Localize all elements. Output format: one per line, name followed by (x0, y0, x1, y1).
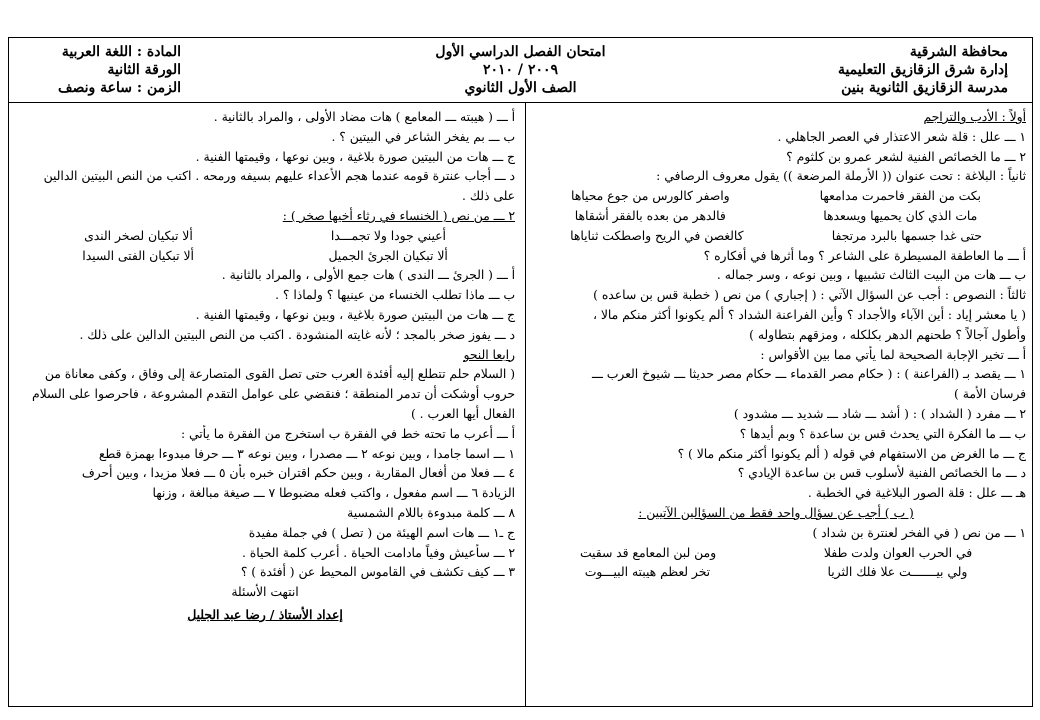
poem-verse (526, 563, 1026, 583)
exam-grade: الصف الأول الثانوي (464, 80, 577, 96)
verse-second-half: كالغصن في الريح واصطكت ثناياها (570, 228, 744, 243)
verse-second-half: واصفر كالورس من جوع محياها (571, 189, 730, 204)
poem-verse (526, 187, 1026, 207)
header-divider (9, 102, 1032, 103)
poem-verse (526, 207, 1026, 227)
paper-label: الورقة الثانية (107, 62, 181, 78)
right-column (526, 108, 1026, 583)
verse-first-half: بكت من الفقر فاحمرت مدامعها (819, 189, 981, 204)
question-line: أ ـــ ( الجرئ ـــ الندى ) هات جمع الأولى ، والمراد بالثانية . (221, 268, 515, 283)
question-line: ب ـــ ما الفكرة التي يحدث قس بن ساعدة ؟ وبم أيدها ؟ (739, 426, 1026, 441)
question-line: ب ـــ بم يفخر الشاعر في البيتين ؟ . (331, 129, 515, 144)
question-line: على ذلك . (462, 189, 515, 204)
end-of-questions: انتهت الأسئلة (231, 585, 299, 600)
administration-label: إدارة شرق الزقازيق التعليمية (837, 62, 1008, 78)
question-line: ب ـــ ماذا تطلب الخنساء من عينيها ؟ ولماذا ؟ . (275, 288, 515, 303)
question-line: ٨ ـــ كلمة مبدوءة باللام الشمسية (347, 505, 515, 520)
verse-second-half: ألا تبكيان لصخر الندى (84, 228, 193, 243)
question-line: د ـــ ما الخصائص الفنية لأسلوب قس بن ساعدة الإيادي ؟ (737, 466, 1026, 481)
question-line: ٣ ـــ كيف تكشف في القاموس المحيط عن ( أفئدة ) ؟ (240, 565, 515, 580)
question-line: ١ ـــ يقصد بـ (الفراعنة ) : ( حكام مصر القدماء ـــ حكام مصر حديثا ـــ شيوخ العرب ـــ (592, 367, 1026, 382)
question-line: فرسان الأمة ) (954, 387, 1026, 402)
question-line: ٢ ـــ سأعيش وفياً مادامت الحياة . أعرب كلمة الحياة . (241, 545, 515, 560)
subject-label: المادة : اللغة العربية (61, 44, 181, 60)
verse-first-half: ولي بيـــــــت علا فلك الثريا (827, 565, 968, 580)
verse-second-half: تخر لعظم هيبته البيـــوت (584, 565, 711, 580)
verse-second-half: ومن لبن المعامع قد سقيت (579, 545, 717, 560)
question-line: أ ـــ ( هيبته ـــ المعامع ) هات مضاد الأولى ، والمراد بالثانية . (213, 110, 515, 124)
question-line: ج ـــ هات من البيتين صورة بلاغية ، وبين نوعها ، وقيمتها الفنية . (195, 149, 515, 164)
header-subject-info (51, 43, 181, 97)
question-line: د ـــ أجاب عنترة قومه عندما هجم الأعداء عليهم بسيفه ورمحه . اكتب من النص البيتين الدالين (43, 169, 515, 184)
question-line: أ ـــ أعرب ما تحته خط في الفقرة ب استخرج من الفقرة ما يأتي : (180, 426, 515, 441)
question-heading-khansa: ٢ ـــ من نص ( الخنساء في رثاء أخيها صخر ) : (282, 208, 515, 223)
quoted-passage: وأطول آجالاً ؟ طحنهم الدهر بكلكله ، ومزقهم بتطاوله ) (749, 327, 1026, 342)
poem-verse (15, 227, 515, 247)
poem-verse (526, 544, 1026, 564)
section-heading-rhetoric: ثانياً : البلاغة : تحت عنوان (( الأرملة المرضعة )) يقول معروف الرصافي : (656, 169, 1026, 184)
verse-second-half: ألا تبكيان الفتى السيدا (82, 248, 194, 263)
question-line: ١ ـــ علل : قلة شعر الاعتذار في العصر الجاهلي . (777, 129, 1026, 144)
left-column (15, 108, 515, 625)
governorate-label: محافظة الشرقية (909, 44, 1008, 60)
question-line: ١ ـــ من نص ( في الفخر لعنترة بن شداد ) (812, 525, 1026, 540)
grammar-passage: الفعال أيها العرب . ) (410, 406, 515, 421)
section-heading-grammar: رابعا النحو (463, 347, 515, 362)
duration-label: الزمن : ساعة ونصف (58, 80, 181, 96)
question-line: أ ـــ تخير الإجابة الصحيحة لما يأتي مما بين الأقواس : (760, 347, 1026, 362)
exam-year: ٢٠٠٩ / ٢٠١٠ (482, 62, 559, 78)
question-line: ١ ـــ اسما جامدا ، وبين نوعه ٢ ـــ مصدرا ، وبين نوعه ٣ ـــ حرفا مبدوءا بهمزة قطع (98, 446, 515, 461)
school-label: مدرسة الزقازيق الثانوية بنين (841, 80, 1008, 96)
exam-sheet (8, 37, 1033, 707)
poem-verse (526, 227, 1026, 247)
poem-verse (15, 247, 515, 267)
verse-first-half: حتى غدا جسمها بالبرد مرتجفا (831, 228, 982, 243)
question-line: د ـــ يفوز صخر بالمجد ؛ لأنه غايته المنشودة . اكتب من النص البيتين الدالين على ذلك . (79, 327, 515, 342)
question-line: ٢ ـــ ما الخصائص الفنية لشعر عمرو بن كلثوم ؟ (786, 149, 1026, 164)
question-line: الزيادة ٦ ـــ اسم مفعول ، واكتب فعله مضبوطا ٧ ـــ صيغة مبالغة ، وزنها (152, 486, 515, 501)
verse-first-half: أعيني جودا ولا تجمـــدا (330, 228, 446, 243)
question-line: ج ـــ هات من البيتين صورة بلاغية ، وبين نوعها ، وقيمتها الفنية . (195, 307, 515, 322)
section-heading-texts: ثالثاً : النصوص : أجب عن السؤال الآتي : ( إجباري ) من نص ( خطبة قس بن ساعده ) (593, 288, 1026, 303)
question-line: هـ ـــ علل : قلة الصور البلاغية في الخطبة . (807, 486, 1026, 501)
section-heading-literature: أولاً : الأدب والتراجم (923, 110, 1026, 124)
verse-first-half: في الحرب العوان ولدت طفلا (823, 545, 973, 560)
question-line: ج ـ١ ـــ هات اسم الهيئة من ( تصل ) في جملة مفيدة (248, 525, 515, 540)
verse-first-half: ألا تبكيان الجرئ الجميل (328, 248, 448, 263)
question-line: ج ـــ ما الغرض من الاستفهام في قوله ( ألم يكونوا أكثر منكم مالا ) ؟ (677, 446, 1026, 461)
prepared-by: إعداد الأستاذ / رضا عبد الجليل (187, 606, 343, 622)
question-line: ٢ ـــ مفرد ( الشداد ) : ( أشد ـــ شاد ـــ شديد ـــ مشدود ) (733, 406, 1026, 421)
question-line: ب ـــ هات من البيت الثالث تشبيها ، وبين نوعه ، وسر جماله . (716, 268, 1026, 283)
verse-second-half: فالدهر من بعده بالفقر أشقاها (574, 208, 726, 223)
quoted-passage: ( يا معشر إياد : أين الآباء والأجداد ؟ وأين الفراعنة الشداد ؟ ألم يكونوا أكثر منكم مالا ، (592, 307, 1026, 322)
question-line: ٤ ـــ فعلا من أفعال المقاربة ، وبين حكم اقتران خبره بأن ٥ ـــ فعلا مزيدا ، وبين أحرف (81, 466, 515, 481)
exam-title: امتحان الفصل الدراسي الأول (435, 44, 606, 60)
verse-first-half: مات الذي كان يحميها ويسعدها (823, 208, 978, 223)
grammar-passage: حروب أوشكت أن تدمر المنطقة ؛ فنقضي على عوامل التقدم المشروعة ، فاحرصوا على السلام (31, 387, 515, 402)
question-line: أ ـــ ما العاطفة المسيطرة على الشاعر ؟ وما أثرها في أفكاره ؟ (703, 248, 1026, 263)
section-b-heading: ( ب ) أجب عن سؤال واحد فقط من السؤالين الآتيين : (638, 505, 914, 520)
grammar-passage: ( السلام حلم تتطلع إليه أفئدة العرب حتى تصل القوى المتصارعة إلى وفاق ، وكفى معاناة من (44, 367, 515, 382)
